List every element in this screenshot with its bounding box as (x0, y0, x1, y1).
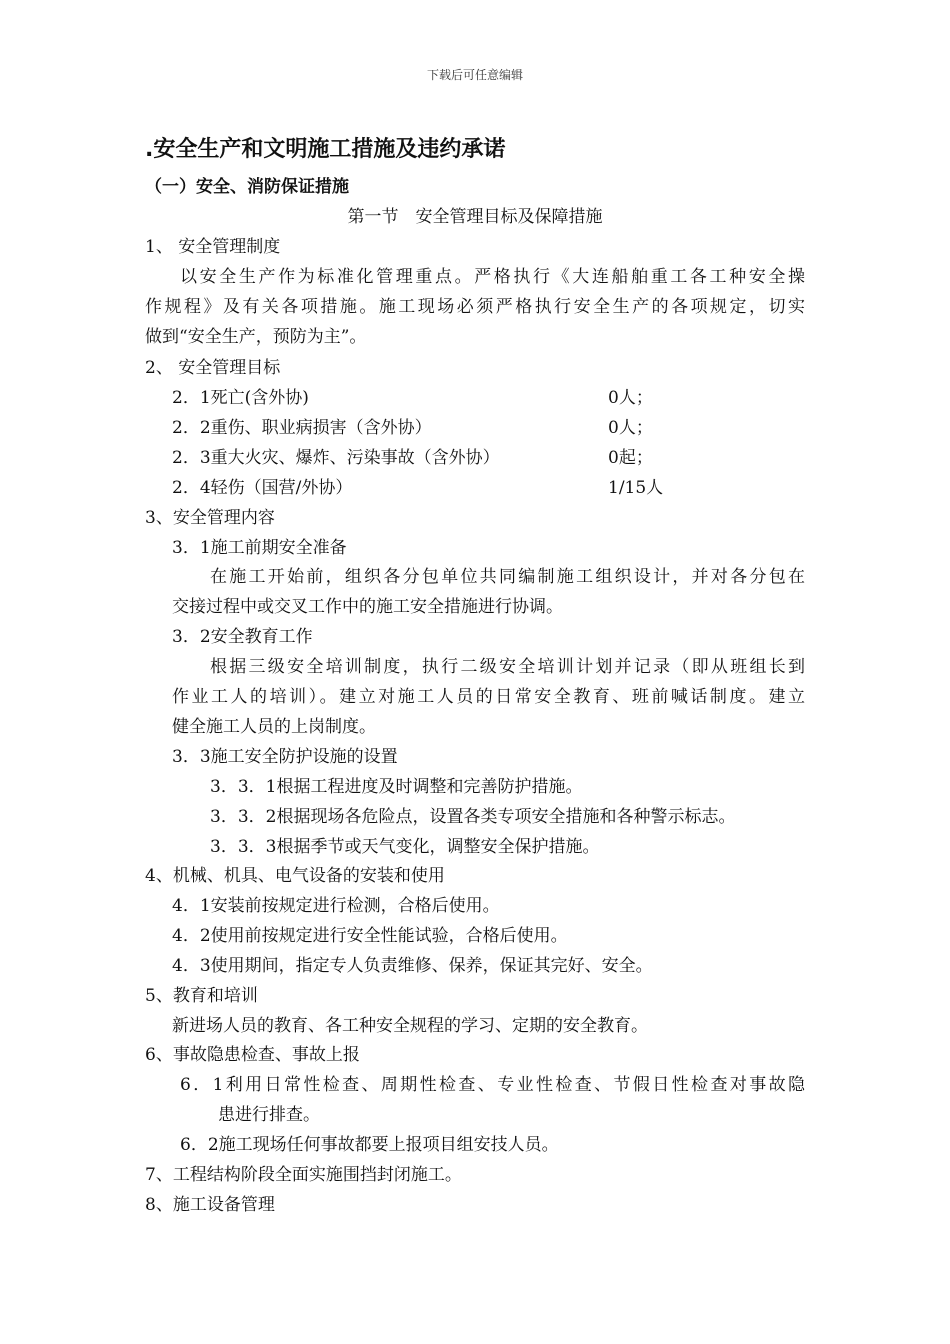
s6-item-6-1-line2: 患进行排查。 (218, 1105, 320, 1125)
target-item: 2．4轻伤（国营/外协） (172, 478, 353, 498)
target-value: 0人； (608, 418, 653, 438)
s6-item-6-2: 6．2施工现场任何事故都要上报项目组安技人员。 (180, 1135, 559, 1155)
target-value: 0人； (608, 388, 653, 408)
s3-item-3-2: 3．2安全教育工作 (172, 627, 313, 647)
target-item: 2．1死亡(含外协) (172, 388, 309, 408)
target-value: 0起； (608, 448, 653, 468)
s3-1-para-line1: 在施工开始前，组织各分包单位共同编制施工组织设计，并对各分包在 (210, 567, 805, 587)
s3-2-para-line1: 根据三级安全培训制度，执行二级安全培训计划并记录（即从班组长到 (210, 657, 805, 677)
s4-item-4-3: 4．3使用期间，指定专人负责维修、保养，保证其完好、安全。 (172, 956, 653, 976)
s2-heading: 2、 安全管理目标 (145, 358, 281, 378)
s5-heading: 5、教育和培训 (145, 986, 258, 1006)
s8-heading: 8、施工设备管理 (145, 1195, 275, 1215)
s6-item-6-1-line1: 6．1利用日常性检查、周期性检查、专业性检查、节假日性检查对事故隐 (180, 1075, 805, 1095)
s3-2-para-line3: 健全施工人员的上岗制度。 (172, 717, 376, 737)
s4-heading: 4、机械、机具、电气设备的安装和使用 (145, 866, 445, 886)
target-item: 2．3重大火灾、爆炸、污染事故（含外协） (172, 448, 500, 468)
s1-para-line3: 做到“安全生产，预防为主”。 (145, 327, 367, 347)
s1-para-line2: 作规程》及有关各项措施。施工现场必须严格执行安全生产的各项规定，切实 (145, 297, 805, 317)
target-value: 1/15人 (608, 478, 664, 498)
s4-item-4-2: 4．2使用前按规定进行安全性能试验，合格后使用。 (172, 926, 568, 946)
s7-heading: 7、工程结构阶段全面实施围挡封闭施工。 (145, 1165, 462, 1185)
subtitle: （一）安全、消防保证措施 (145, 177, 349, 197)
document-title: .安全生产和文明施工措施及违约承诺 (145, 137, 506, 162)
s6-heading: 6、事故隐患检查、事故上报 (145, 1045, 360, 1065)
s3-item-3-3-3: 3．3．3根据季节或天气变化，调整安全保护措施。 (210, 837, 600, 857)
s1-heading: 1、 安全管理制度 (145, 237, 281, 257)
s3-item-3-1: 3．1施工前期安全准备 (172, 538, 347, 558)
s3-1-para-line2: 交接过程中或交叉工作中的施工安全措施进行协调。 (172, 597, 563, 617)
s4-item-4-1: 4．1安装前按规定进行检测，合格后使用。 (172, 896, 500, 916)
s1-para-line1: 以安全生产作为标准化管理重点。严格执行《大连船舶重工各工种安全操 (180, 267, 805, 287)
s3-heading: 3、安全管理内容 (145, 508, 275, 528)
target-item: 2．2重伤、职业病损害（含外协） (172, 418, 432, 438)
s3-item-3-3: 3．3施工安全防护设施的设置 (172, 747, 398, 767)
s3-2-para-line2: 作业工人的培训）。建立对施工人员的日常安全教育、班前喊话制度。建立 (172, 687, 805, 707)
s3-item-3-3-1: 3．3．1根据工程进度及时调整和完善防护措施。 (210, 777, 583, 797)
section-heading: 第一节 安全管理目标及保障措施 (347, 207, 603, 227)
page-header: 下载后可任意编辑 (426, 68, 523, 82)
s5-para: 新进场人员的教育、各工种安全规程的学习、定期的安全教育。 (172, 1016, 648, 1036)
s3-item-3-3-2: 3．3．2根据现场各危险点，设置各类专项安全措施和各种警示标志。 (210, 807, 736, 827)
